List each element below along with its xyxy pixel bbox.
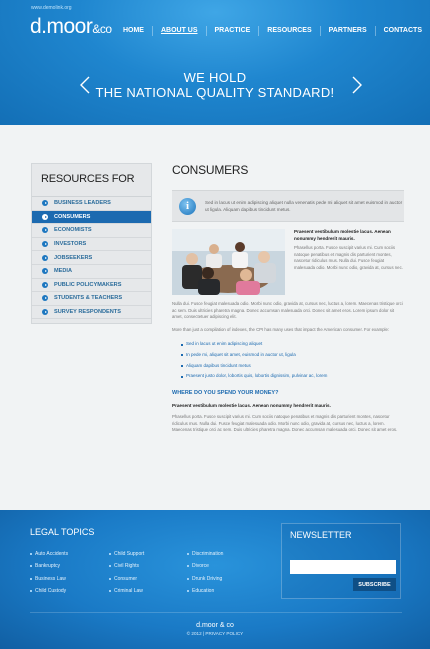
arrow-bullet-icon xyxy=(42,282,48,288)
newsletter-email-input[interactable] xyxy=(290,560,396,574)
sidebar-item-label: SURVEY RESPONDENTS xyxy=(54,309,121,316)
legal-link[interactable]: Consumer xyxy=(109,573,144,585)
sidebar-item-label: INVESTORS xyxy=(54,241,87,248)
main-nav xyxy=(115,26,430,36)
sidebar-item-economists[interactable] xyxy=(32,224,151,238)
sidebar-title: RESOURCES FOR xyxy=(32,164,151,197)
legal-link[interactable]: Child Custody xyxy=(30,585,68,597)
arrow-bullet-icon xyxy=(42,295,48,301)
legal-link[interactable]: Divorce xyxy=(187,560,223,572)
intro-heading: Praesent vestibulum molestie lacus. Aenean nonummy hendrerit mauris. xyxy=(294,229,391,241)
sidebar-item-public-policymakers[interactable] xyxy=(32,279,151,293)
paragraph-2: More than just a compilation of indexes, the CPI has many uses that impact the American consumer. For example: xyxy=(172,326,390,332)
sidebar-item-business-leaders[interactable] xyxy=(32,197,151,211)
nav-home[interactable]: HOME xyxy=(122,27,144,34)
logo[interactable] xyxy=(30,15,112,39)
intro-section xyxy=(172,229,404,295)
list-item[interactable]: Aliquam dapibus tincidunt metus xyxy=(181,361,404,372)
sidebar-item-label: PUBLIC POLICYMAKERS xyxy=(54,281,122,288)
legal-link[interactable]: Education xyxy=(187,585,223,597)
legal-link[interactable]: Bankruptcy xyxy=(30,560,68,572)
logo-main: d.moor xyxy=(30,15,93,38)
section-subheading-2: Praesent vestibulum molestie lacus. Aenean nonummy hendrerit mauris. xyxy=(172,403,331,409)
list-item[interactable]: Sed in lacus ut enim adipiscing aliquet xyxy=(181,339,404,350)
legal-link[interactable]: Discrimination xyxy=(187,548,223,560)
hero-line-2: THE NATIONAL QUALITY STANDARD! xyxy=(95,85,335,100)
sidebar-item-survey-respondents[interactable] xyxy=(32,306,151,320)
footer-divider xyxy=(30,612,402,613)
legal-link[interactable]: Civil Rights xyxy=(109,560,144,572)
list-item[interactable]: Praesent justo dolor, lobortis quis, lobortis dignissim, pulvinar ac, lorem xyxy=(181,371,404,382)
sidebar-item-label: BUSINESS LEADERS xyxy=(54,200,111,207)
nav-practice[interactable]: PRACTICE xyxy=(214,27,251,34)
sidebar-item-label: JOBSEEKERS xyxy=(54,254,93,261)
intro-text-block xyxy=(294,229,404,295)
sidebar-item-media[interactable] xyxy=(32,265,151,279)
paragraph-1: Nulla dui. Fusce feugiat malesuada odio. Morbi nunc odio, gravida at, cursus nec, luctus a, lorem. Maecenas tristique orci ac sem. Duis ultricies pharetra magna. Donec accumsan malesuada orci. Donec sit amet eros. Lorem ipsum dolor sit amet, consectetuer adipiscing elit. xyxy=(172,301,403,320)
newsletter-title: NEWSLETTER xyxy=(290,530,352,540)
list-item[interactable]: In pede mi, aliquet sit amet, euismod in auctor ut, ligula xyxy=(181,350,404,361)
sidebar-item-students-teachers[interactable] xyxy=(32,292,151,306)
info-icon: i xyxy=(179,198,196,215)
arrow-bullet-icon xyxy=(42,255,48,261)
arrow-bullet-icon xyxy=(42,227,48,233)
nav-resources[interactable]: RESOURCES xyxy=(267,27,312,34)
legal-column-3 xyxy=(187,548,223,597)
footer xyxy=(0,510,430,649)
sidebar-item-label: CONSUMERS xyxy=(54,213,91,220)
main-content xyxy=(172,163,404,434)
legal-column-2 xyxy=(109,548,144,597)
legal-column-1 xyxy=(30,548,68,597)
nav-contacts[interactable]: CONTACTS xyxy=(383,27,422,34)
nav-about-us[interactable]: ABOUT US xyxy=(160,27,198,34)
logo-small: &co xyxy=(92,22,112,36)
subscribe-button[interactable]: SUBSCRIBE xyxy=(353,578,396,591)
sidebar-item-label: ECONOMISTS xyxy=(54,227,92,234)
paragraph-3: Phasellus porta. Fusce suscipit varius mi. Cum sociis natoque penatibus et magnis dis parturient montes, nascetur ridiculus mus. Nulla dui. Fusce feugiat malesuada odio. Morbi nunc odio, gravida at, cursus nec, luctus a, lorem. Maecenas tristique orci ac sem. Duis ultricies pharetra magna. Donec accumsan malesuada orci. Donec sit amet eros. xyxy=(172,414,398,433)
copyright[interactable]: © 2012 | PRIVACY POLICY xyxy=(186,631,244,636)
arrow-bullet-icon xyxy=(42,309,48,315)
sidebar-item-label: MEDIA xyxy=(54,268,73,275)
hero-line-1: WE HOLD xyxy=(183,70,247,85)
arrow-bullet-icon xyxy=(42,200,48,206)
intro-text: Phasellus porta. Fusce suscipit varius mi. Cum sociis natoque penatibus et magnis dis parturient montes, nascetur ridiculus mus. Nulla dui. Fusce feugiat malesuada odio. Morbi nunc odio, gravida at, cursus nec. xyxy=(294,245,403,270)
link-list xyxy=(181,339,404,382)
hero-banner xyxy=(80,70,350,100)
arrow-bullet-icon xyxy=(42,214,48,220)
team-meeting-photo xyxy=(172,229,285,295)
nav-partners[interactable]: PARTNERS xyxy=(328,27,367,34)
info-text: Sed in lacus ut enim adipiscing aliquet nulla venenatis pede mi aliquet sit amet euismod in auctor ut ligula. Aliquam dapibus tincidunt metus. xyxy=(205,200,403,212)
sidebar-item-jobseekers[interactable] xyxy=(32,251,151,265)
legal-link[interactable]: Drunk Driving xyxy=(187,573,223,585)
site-url[interactable]: www.demolink.org xyxy=(31,5,72,11)
page-title: CONSUMERS xyxy=(172,163,249,177)
legal-link[interactable]: Business Law xyxy=(30,573,68,585)
header xyxy=(0,0,430,125)
info-box xyxy=(172,190,404,222)
legal-link[interactable]: Criminal Law xyxy=(109,585,144,597)
footer-logo[interactable]: d.moor & co xyxy=(196,622,234,629)
legal-link[interactable]: Auto Accidents xyxy=(30,548,68,560)
chevron-right-icon[interactable] xyxy=(352,76,362,94)
sidebar xyxy=(31,163,152,324)
sidebar-item-investors[interactable] xyxy=(32,238,151,252)
arrow-bullet-icon xyxy=(42,268,48,274)
legal-topics-title: LEGAL TOPICS xyxy=(30,527,95,537)
sidebar-item-label: STUDENTS & TEACHERS xyxy=(54,295,123,302)
arrow-bullet-icon xyxy=(42,241,48,247)
section-subheading: WHERE DO YOU SPEND YOUR MONEY? xyxy=(172,390,279,397)
legal-link[interactable]: Child Support xyxy=(109,548,144,560)
newsletter-box xyxy=(281,523,401,599)
sidebar-item-consumers[interactable] xyxy=(32,211,151,225)
